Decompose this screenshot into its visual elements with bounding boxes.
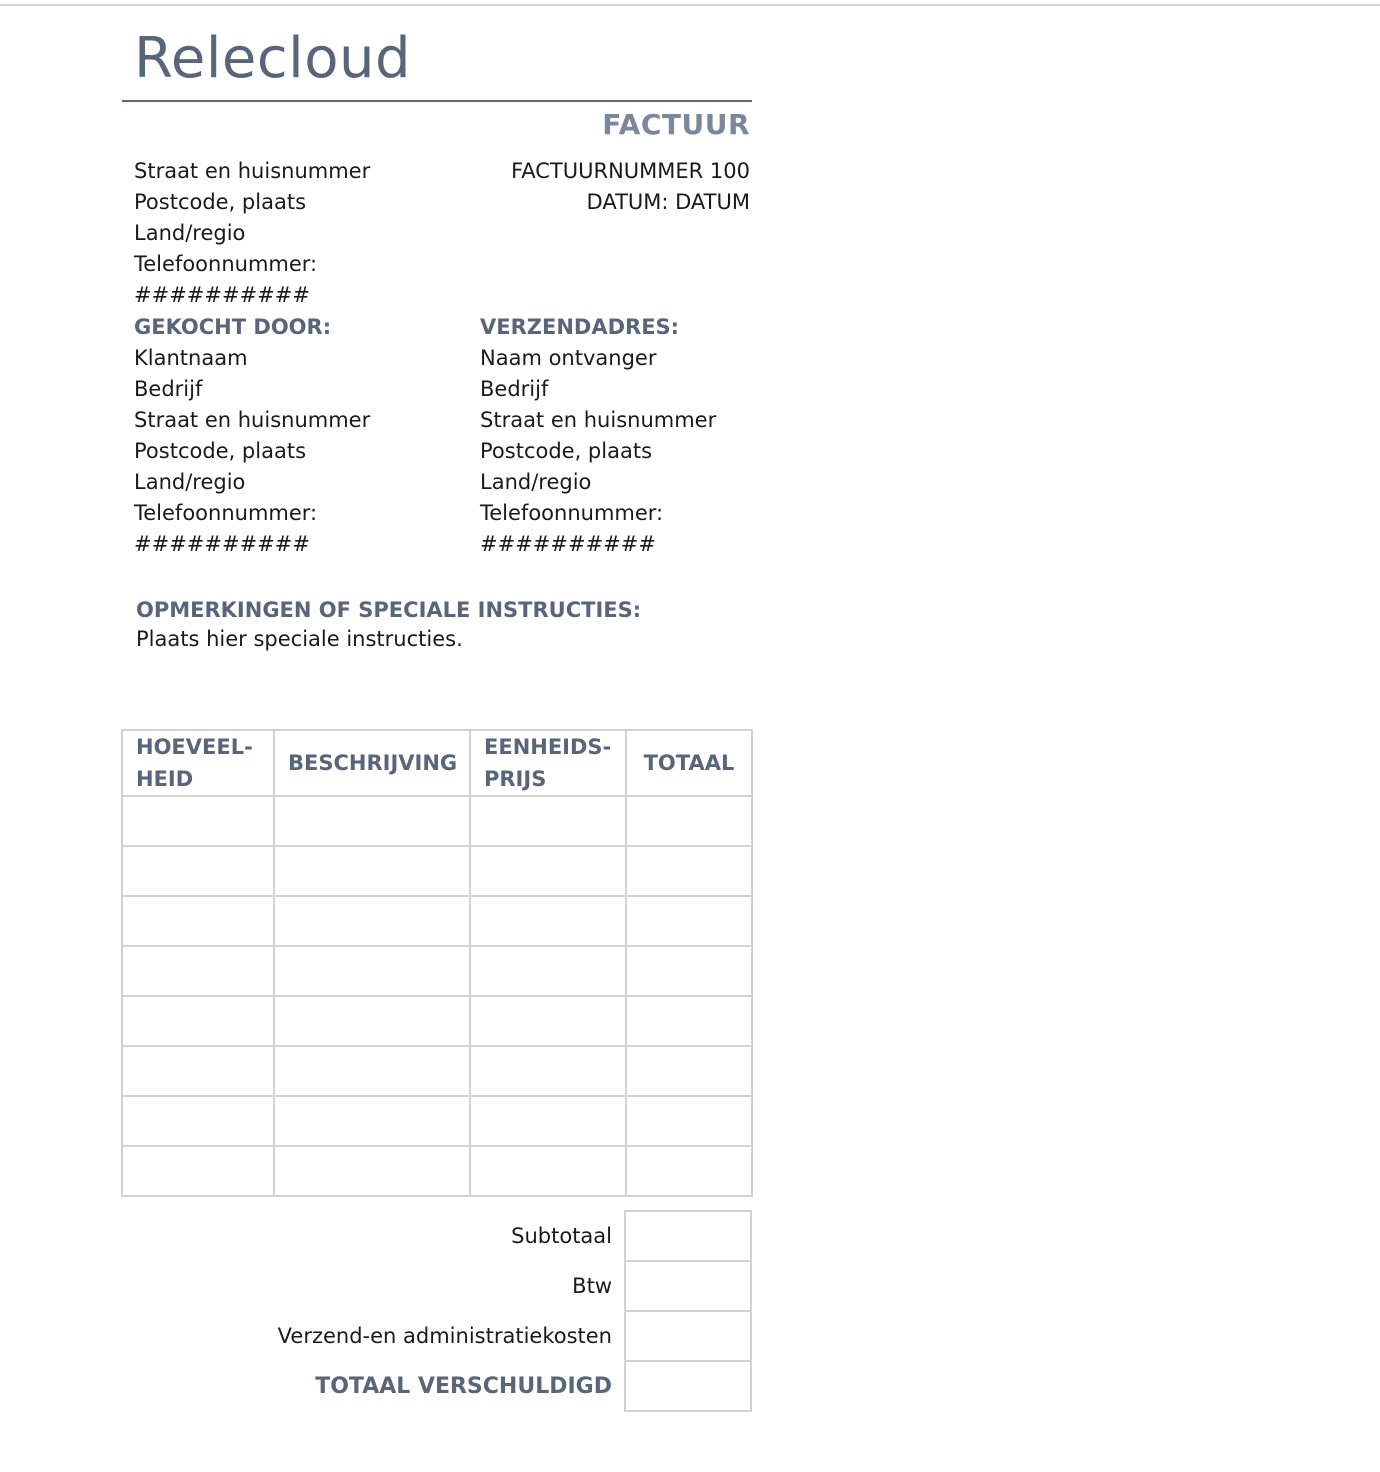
unit-price-cell[interactable] [470, 796, 626, 846]
notes-heading: OPMERKINGEN OF SPECIALE INSTRUCTIES: [136, 598, 642, 622]
buyer-name: Klantnaam [134, 346, 248, 370]
bought-by-block [134, 312, 370, 560]
sender-address [134, 156, 370, 311]
quantity-cell[interactable] [122, 846, 274, 896]
header-quantity: HOEVEEL- HEID [122, 730, 274, 796]
quantity-cell[interactable] [122, 996, 274, 1046]
recipient-postal-city: Postcode, plaats [480, 439, 653, 463]
description-cell[interactable] [274, 946, 470, 996]
table-header-row [122, 730, 752, 796]
quantity-cell[interactable] [122, 896, 274, 946]
buyer-phone-value: ########## [134, 532, 310, 556]
line-total-cell[interactable] [626, 846, 752, 896]
unit-price-cell[interactable] [470, 996, 626, 1046]
invoice-number: FACTUURNUMMER 100 [511, 159, 750, 183]
table-row [122, 1096, 752, 1146]
buyer-company: Bedrijf [134, 377, 203, 401]
line-total-cell[interactable] [626, 996, 752, 1046]
description-cell[interactable] [274, 1046, 470, 1096]
quantity-cell[interactable] [122, 1096, 274, 1146]
line-total-cell[interactable] [626, 1046, 752, 1096]
line-items-table [121, 729, 753, 1197]
sender-phone-label: Telefoonnummer: [134, 252, 318, 276]
quantity-cell[interactable] [122, 1146, 274, 1196]
description-cell[interactable] [274, 996, 470, 1046]
vat-row [121, 1261, 751, 1311]
title-underline [122, 100, 752, 102]
bought-by-heading: GEKOCHT DOOR: [134, 315, 332, 339]
table-row [122, 996, 752, 1046]
sender-street: Straat en huisnummer [134, 159, 371, 183]
vat-label: Btw [572, 1274, 612, 1298]
grand-total-value-cell[interactable] [625, 1361, 751, 1411]
line-total-cell[interactable] [626, 896, 752, 946]
recipient-phone-value: ########## [480, 532, 656, 556]
subtotal-row [121, 1211, 751, 1261]
description-cell[interactable] [274, 846, 470, 896]
ship-to-heading: VERZENDADRES: [480, 315, 680, 339]
line-total-cell[interactable] [626, 946, 752, 996]
subtotal-label: Subtotaal [511, 1224, 612, 1248]
unit-price-cell[interactable] [470, 1096, 626, 1146]
description-cell[interactable] [274, 1146, 470, 1196]
subtotal-value-cell[interactable] [625, 1211, 751, 1261]
unit-price-cell[interactable] [470, 846, 626, 896]
table-row [122, 846, 752, 896]
header-unit-price: EENHEIDS- PRIJS [470, 730, 626, 796]
shipping-row [121, 1311, 751, 1361]
line-total-cell[interactable] [626, 1096, 752, 1146]
ship-to-block [480, 312, 716, 560]
description-cell[interactable] [274, 1096, 470, 1146]
buyer-phone-label: Telefoonnummer: [134, 501, 318, 525]
company-name: Relecloud [134, 26, 412, 91]
buyer-country: Land/regio [134, 470, 246, 494]
sender-postal-city: Postcode, plaats [134, 190, 307, 214]
table-row [122, 896, 752, 946]
quantity-cell[interactable] [122, 1046, 274, 1096]
notes-section [136, 596, 641, 654]
table-row [122, 946, 752, 996]
quantity-cell[interactable] [122, 946, 274, 996]
unit-price-cell[interactable] [470, 946, 626, 996]
sender-phone-value: ########## [134, 283, 310, 307]
vat-value-cell[interactable] [625, 1261, 751, 1311]
unit-price-cell[interactable] [470, 1046, 626, 1096]
line-total-cell[interactable] [626, 1146, 752, 1196]
recipient-street: Straat en huisnummer [480, 408, 717, 432]
recipient-name: Naam ontvanger [480, 346, 657, 370]
table-row [122, 1046, 752, 1096]
line-total-cell[interactable] [626, 796, 752, 846]
description-cell[interactable] [274, 796, 470, 846]
invoice-date: DATUM: DATUM [586, 190, 750, 214]
description-cell[interactable] [274, 896, 470, 946]
grand-total-label: TOTAAL VERSCHULDIGD [315, 1373, 612, 1399]
shipping-label: Verzend-en administratiekosten [277, 1324, 612, 1348]
quantity-cell[interactable] [122, 796, 274, 846]
notes-text[interactable]: Plaats hier speciale instructies. [136, 627, 463, 651]
header-total: TOTAAL [626, 730, 752, 796]
document-title: FACTUUR [602, 108, 750, 141]
invoice-meta [511, 156, 750, 218]
recipient-country: Land/regio [480, 470, 592, 494]
buyer-postal-city: Postcode, plaats [134, 439, 307, 463]
totals-table [121, 1210, 752, 1412]
shipping-value-cell[interactable] [625, 1311, 751, 1361]
header-description: BESCHRIJVING [274, 730, 470, 796]
buyer-street: Straat en huisnummer [134, 408, 371, 432]
grand-total-row [121, 1361, 751, 1411]
unit-price-cell[interactable] [470, 896, 626, 946]
unit-price-cell[interactable] [470, 1146, 626, 1196]
recipient-phone-label: Telefoonnummer: [480, 501, 664, 525]
table-row [122, 1146, 752, 1196]
table-row [122, 796, 752, 846]
recipient-company: Bedrijf [480, 377, 549, 401]
page-top-border [0, 4, 1380, 6]
sender-country: Land/regio [134, 221, 246, 245]
